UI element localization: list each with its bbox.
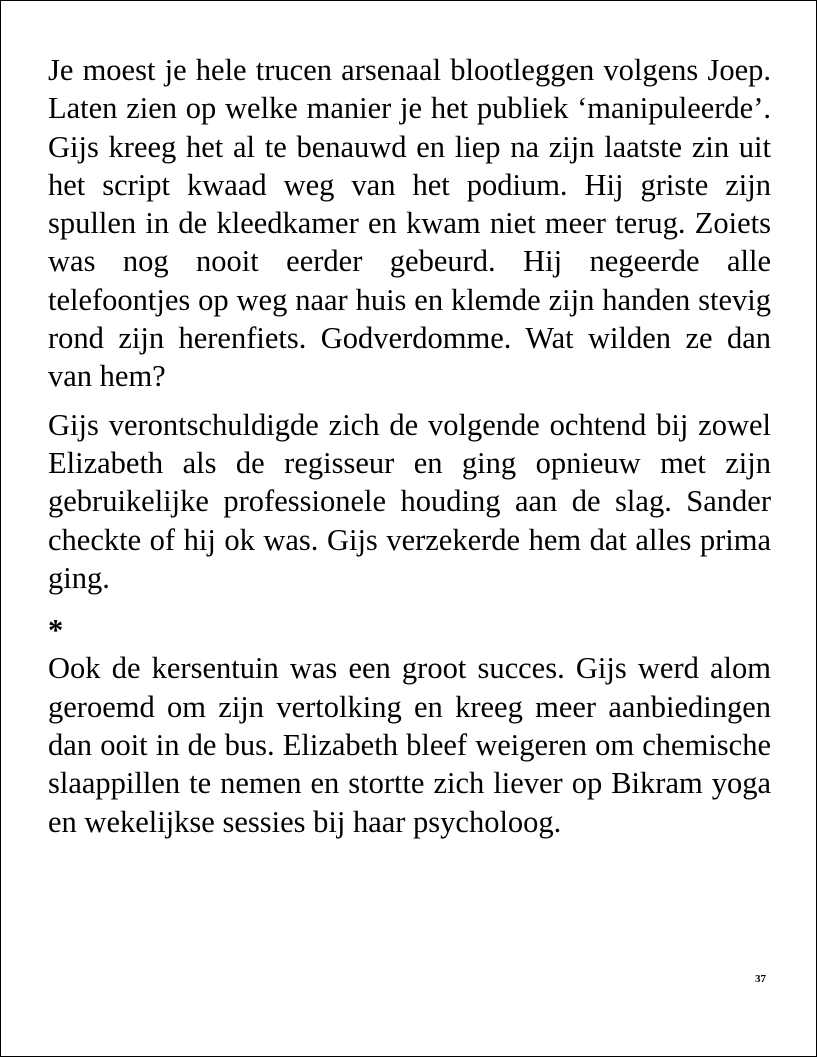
- body-text: [48, 51, 771, 841]
- paragraph-2: Gijs verontschuldigde zich de volgende ochtend bij zowel Elizabeth als de regisseur en ging opnieuw met zijn gebruikelijke professionele houding aan de slag. Sander checkte of hij ok was. Gijs verzekerde hem dat alles prima ging.: [48, 407, 771, 595]
- paragraph-3: Ook de kersentuin was een groot succes. Gijs werd alom geroemd om zijn vertolking en kreeg meer aanbiedingen dan ooit in de bus. Elizabeth bleef weigeren om chemische slaappillen te nemen en stortte zich liever op Bikram yoga en wekelijkse sessies bij haar psycholoog.: [48, 651, 771, 839]
- section-separator: *: [48, 613, 64, 648]
- page-number: 37: [755, 973, 766, 985]
- paragraph-1: Je moest je hele trucen arsenaal blootleggen volgens Joep. Laten zien op welke manier je het publiek ‘manipuleerde’. Gijs kreeg het al te benauwd en liep na zijn laatste zin uit het script kwaad weg van het podium. Hij griste zijn spullen in de kleedkamer en kwam niet meer terug. Zoiets was nog nooit eerder gebeurd. Hij negeerde alle telefoontjes op weg naar huis en klemde zijn handen stevig rond zijn herenfiets. Godverdomme. Wat wilden ze dan van hem?: [48, 53, 771, 394]
